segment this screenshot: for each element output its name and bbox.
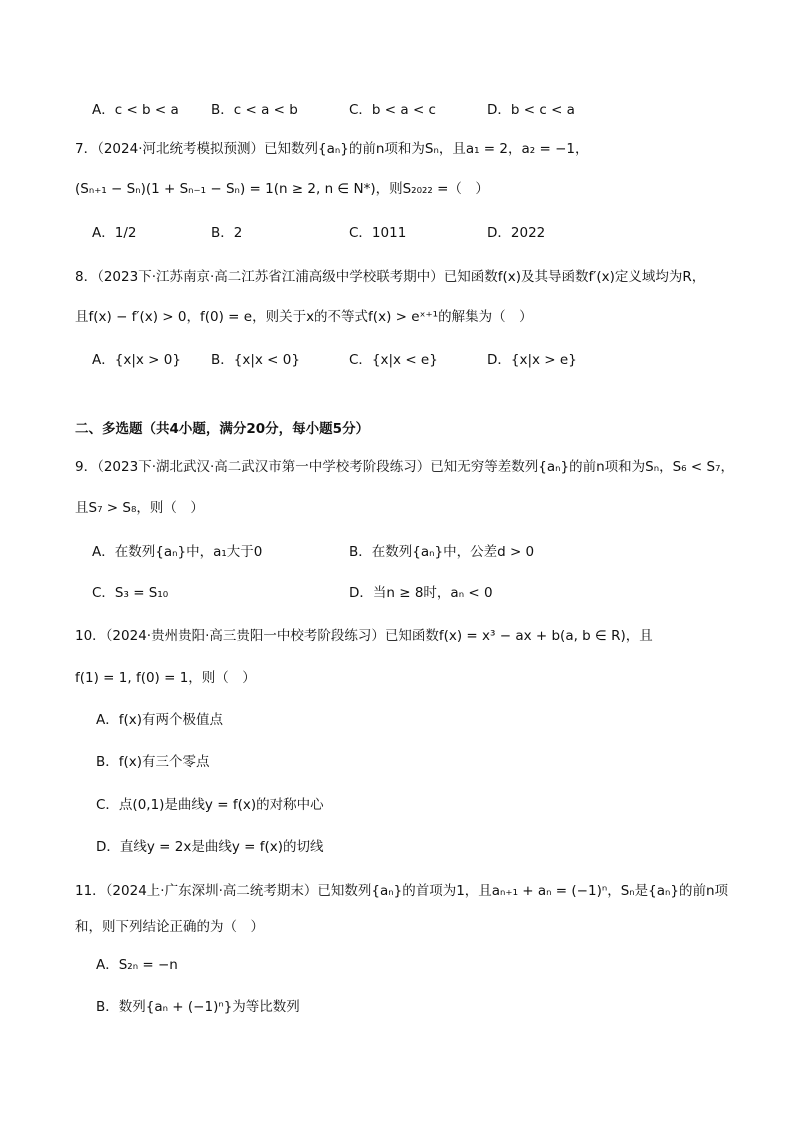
- q7-stem-line1: 7．（2024·河北统考模拟预测）已知数列{aₙ}的前n项和为Sₙ，且a₁ = 2，a₂ = −1，: [75, 141, 589, 157]
- q9-option-b: B．在数列{aₙ}中，公差d > 0: [349, 544, 535, 560]
- q10-option-b: B．f(x)有三个零点: [96, 754, 210, 770]
- q7-option-d: D．2022: [487, 225, 546, 241]
- q11-stem-line1: 11．（2024上·广东深圳·高二统考期末）已知数列{aₙ}的首项为1，且aₙ₊₁ + aₙ = (−1)ⁿ，Sₙ是{aₙ}的前n项: [75, 883, 729, 899]
- q8-stem-line2: 且f(x) − f′(x) > 0，f(0) = e，则关于x的不等式f(x) > eˣ⁺¹的解集为（ ）: [75, 309, 533, 325]
- q8-stem-line1: 8．（2023下·江苏南京·高二江苏省江浦高级中学校联考期中）已知函数f(x)及其导函数f′(x)定义域均为R，: [75, 269, 706, 285]
- q9-option-a: A．在数列{aₙ}中，a₁大于0: [92, 544, 263, 560]
- q6-option-d: D．b < c < a: [487, 102, 575, 118]
- q10-option-d: D．直线y = 2x是曲线y = f(x)的切线: [96, 839, 324, 855]
- q8-option-d: D．{x|x > e}: [487, 352, 577, 368]
- q7-option-c: C．1011: [349, 225, 407, 241]
- q7-stem-line2: (Sₙ₊₁ − Sₙ)(1 + Sₙ₋₁ − Sₙ) = 1(n ≥ 2, n ∈ N*)，则S₂₀₂₂ =（ ）: [75, 181, 489, 197]
- q11-option-a: A．S₂ₙ = −n: [96, 957, 178, 973]
- q11-stem-line2: 和，则下列结论正确的为（ ）: [75, 919, 264, 935]
- q9-stem-line2: 且S₇ > S₈，则（ ）: [75, 500, 204, 516]
- q10-stem-line1: 10．（2024·贵州贵阳·高三贵阳一中校考阶段练习）已知函数f(x) = x³ − ax + b(a, b ∈ R)，且: [75, 628, 653, 644]
- q9-option-d: D．当n ≥ 8时，aₙ < 0: [349, 585, 493, 601]
- q9-option-c: C．S₃ = S₁₀: [92, 585, 169, 601]
- q7-option-a: A．1/2: [92, 225, 137, 241]
- q10-option-c: C．点(0,1)是曲线y = f(x)的对称中心: [96, 797, 324, 813]
- q8-option-c: C．{x|x < e}: [349, 352, 438, 368]
- q11-option-b: B．数列{aₙ + (−1)ⁿ}为等比数列: [96, 999, 300, 1015]
- q10-stem-line2: f(1) = 1, f(0) = 1，则（ ）: [75, 670, 256, 686]
- q8-option-a: A．{x|x > 0}: [92, 352, 181, 368]
- q6-option-b: B．c < a < b: [211, 102, 298, 118]
- q8-option-b: B．{x|x < 0}: [211, 352, 300, 368]
- q7-option-b: B．2: [211, 225, 243, 241]
- q6-option-a: A．c < b < a: [92, 102, 179, 118]
- q9-stem-line1: 9．（2023下·湖北武汉·高二武汉市第一中学校考阶段练习）已知无穷等差数列{aₙ}的前n项和为Sₙ，S₆ < S₇，: [75, 459, 734, 475]
- q6-option-c: C．b < a < c: [349, 102, 436, 118]
- q10-option-a: A．f(x)有两个极值点: [96, 712, 224, 728]
- section-heading: 二、多选题（共4小题，满分20分，每小题5分）: [75, 421, 370, 437]
